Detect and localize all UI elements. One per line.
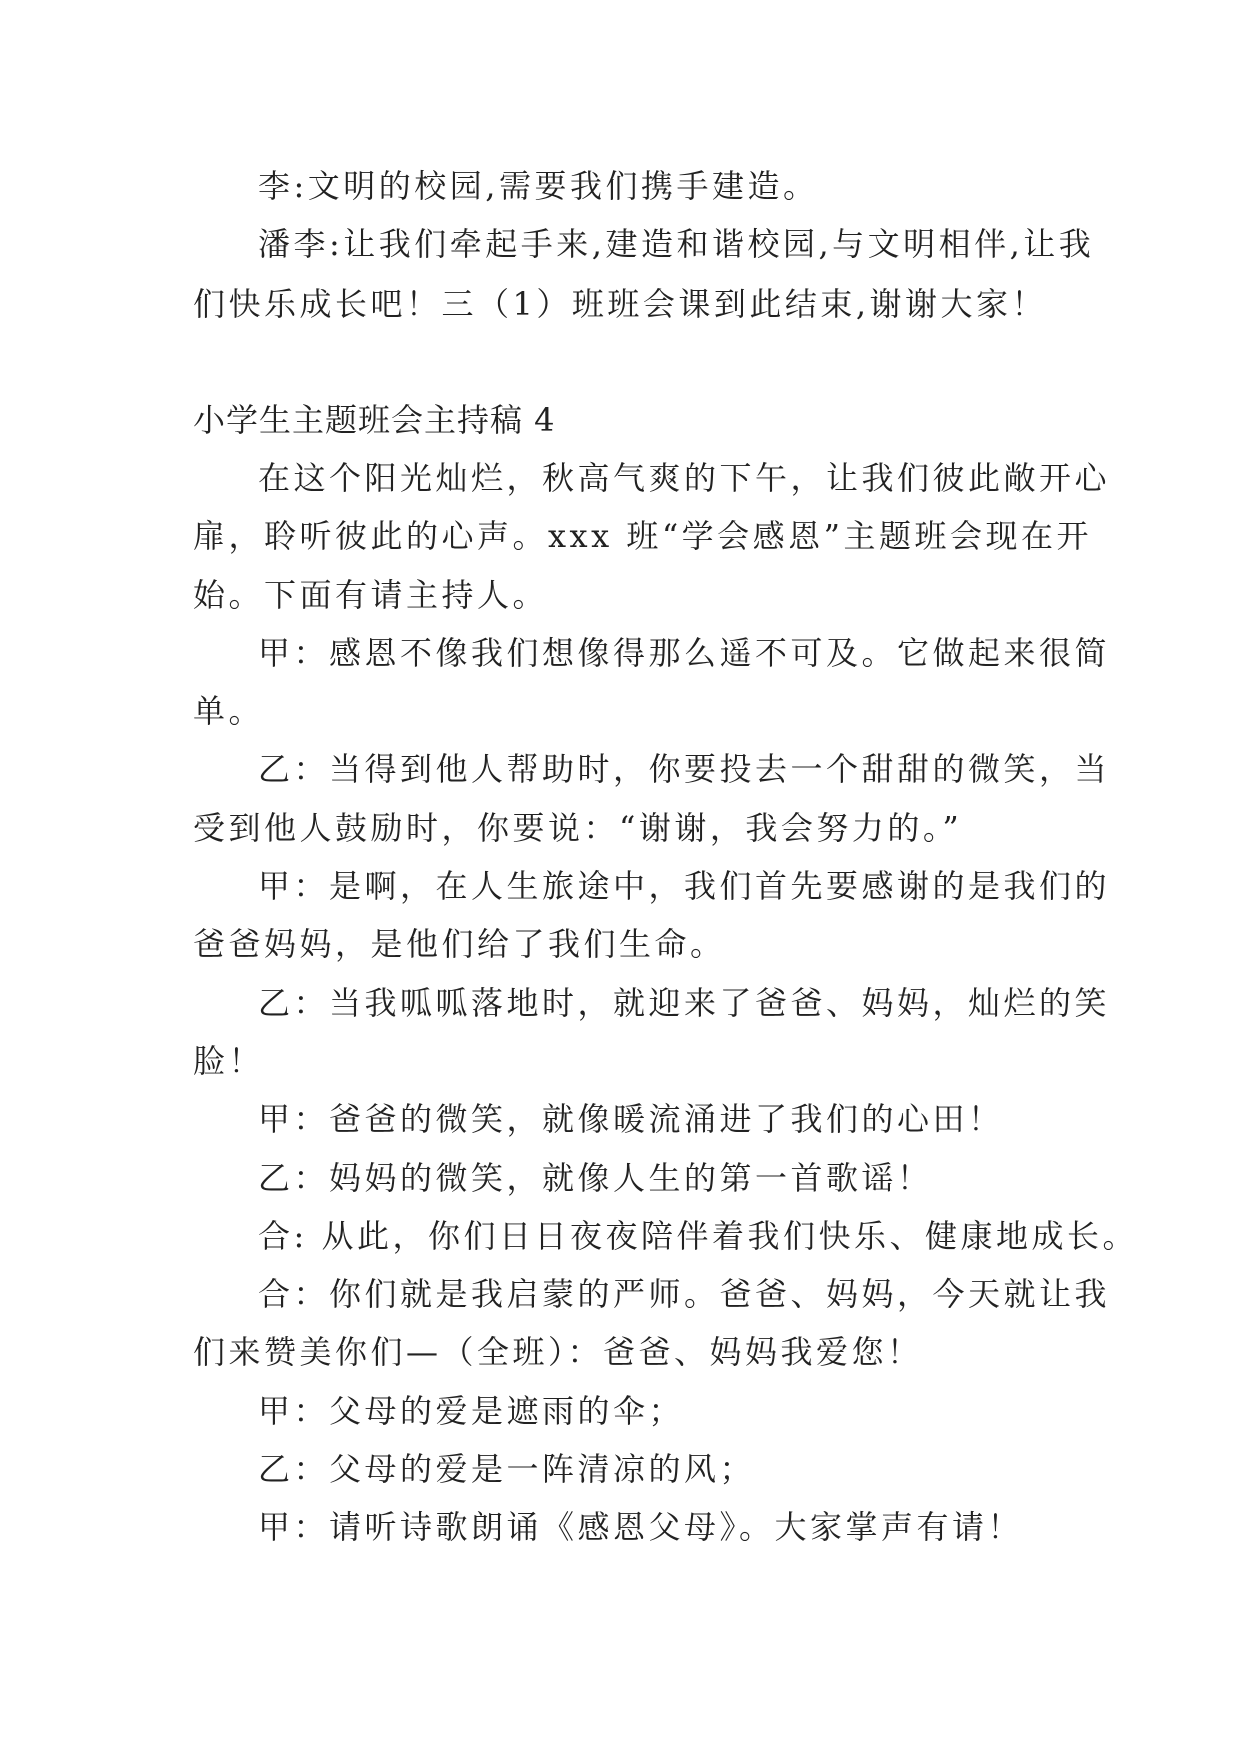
paragraph-line: 爸爸妈妈，是他们给了我们生命。 xyxy=(193,925,726,963)
paragraph-line: 始。下面有请主持人。 xyxy=(193,576,549,614)
paragraph-line: 合：你们就是我启蒙的严师。爸爸、妈妈，今天就让我 xyxy=(258,1275,1111,1313)
paragraph-line: 们来赞美你们—（全班）：爸爸、妈妈我爱您！ xyxy=(193,1333,923,1371)
paragraph-line: 在这个阳光灿烂，秋高气爽的下午，让我们彼此敞开心 xyxy=(258,459,1111,497)
paragraph-line: 甲：父母的爱是遮雨的伞； xyxy=(258,1392,685,1430)
paragraph-line: 李:文明的校园,需要我们携手建造。 xyxy=(258,167,819,205)
paragraph-line: 受到他人鼓励时，你要说：“谢谢，我会努力的。” xyxy=(193,809,963,847)
paragraph-line: 乙：当得到他人帮助时，你要投去一个甜甜的微笑，当 xyxy=(258,750,1111,788)
paragraph-line: 甲：请听诗歌朗诵《感恩父母》。大家掌声有请！ xyxy=(258,1508,1024,1546)
paragraph-line: 扉，聆听彼此的心声。xxx 班“学会感恩”主题班会现在开 xyxy=(193,517,1093,555)
paragraph-line: 甲：感恩不像我们想像得那么遥不可及。它做起来很简 xyxy=(258,634,1111,672)
paragraph-line: 甲：是啊，在人生旅途中，我们首先要感谢的是我们的 xyxy=(258,867,1111,905)
paragraph-line: 合: 从此，你们日日夜夜陪伴着我们快乐、健康地成长。 xyxy=(258,1217,1138,1255)
paragraph-line: 乙：当我呱呱落地时，就迎来了爸爸、妈妈，灿烂的笑 xyxy=(258,984,1111,1022)
paragraph-line: 潘李:让我们牵起手来,建造和谐校园,与文明相伴,让我 xyxy=(258,225,1095,263)
paragraph-line: 甲：爸爸的微笑，就像暖流涌进了我们的心田！ xyxy=(258,1100,1004,1138)
section-heading: 小学生主题班会主持稿 4 xyxy=(193,401,556,439)
paragraph-line: 们快乐成长吧！三（1）班班会课到此结束,谢谢大家！ xyxy=(193,285,1048,323)
paragraph-line: 单。 xyxy=(193,692,265,730)
paragraph-line: 乙：妈妈的微笑，就像人生的第一首歌谣！ xyxy=(258,1159,933,1197)
paragraph-line: 乙：父母的爱是一阵清凉的风； xyxy=(258,1450,756,1488)
paragraph-line: 脸！ xyxy=(193,1042,265,1080)
